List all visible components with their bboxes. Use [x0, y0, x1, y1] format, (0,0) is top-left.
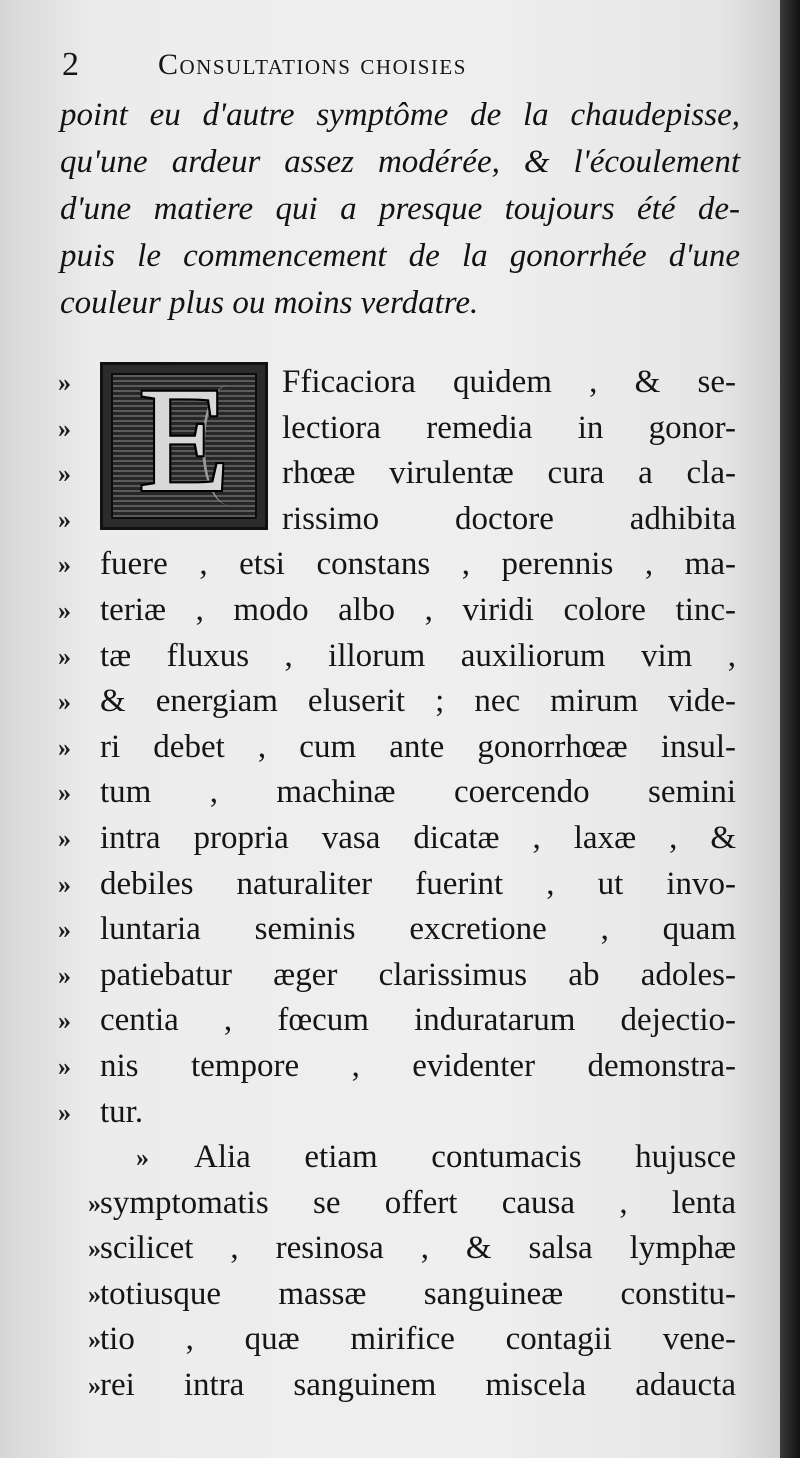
latin-line: rei intra sanguinem miscela adaucta [100, 1367, 736, 1404]
latin-line: & energiam eluserit ; nec mirum vide- [100, 683, 736, 720]
page-number: 2 [62, 46, 79, 83]
quote-mark: » [88, 1279, 101, 1309]
quote-mark: » [58, 368, 71, 397]
running-title: Consultations choisies [158, 48, 467, 81]
quote-mark: » [88, 1371, 101, 1401]
latin-line: debiles naturaliter fuerint , ut invo- [100, 865, 736, 902]
quote-mark: » [58, 1006, 71, 1036]
latin-line: tio , quæ mirifice contagii vene- [100, 1321, 736, 1358]
latin-line: lectiora remedia in gonor- [282, 409, 736, 446]
latin-line: Fficaciora quidem , & se- [282, 364, 736, 400]
latin-line: totiusque massæ sanguineæ constitu- [100, 1275, 736, 1312]
italic-line: puis le commencement de la gonorrhée d'une [60, 238, 740, 274]
italic-line: point eu d'autre symptôme de la chaudepisse, [60, 97, 740, 133]
quote-mark: » [58, 595, 71, 625]
italic-line: couleur plus ou moins verdatre. [60, 285, 479, 321]
latin-line: tum , machinæ coercendo semini [100, 774, 736, 811]
latin-line: nis tempore , evidenter demonstra- [100, 1047, 736, 1084]
quote-mark: » [88, 1234, 101, 1264]
latin-line: intra propria vasa dicatæ , laxæ , & [100, 819, 736, 856]
quote-mark: » [58, 1097, 71, 1127]
latin-line: tur. [100, 1093, 144, 1130]
latin-line: luntaria seminis excretione , quam [100, 911, 736, 948]
latin-line: ri debet , cum ante gonorrhœæ insul- [100, 728, 736, 765]
latin-line: rissimo doctore adhibita [282, 500, 736, 537]
latin-line: centia , fœcum induratarum dejectio- [100, 1002, 736, 1039]
latin-line: Alia etiam contumacis hujusce [194, 1139, 736, 1176]
quote-mark: » [58, 504, 71, 534]
quote-mark: » [58, 869, 71, 899]
quote-mark: » [58, 732, 71, 762]
italic-line: d'une matiere qui a presque toujours été de- [60, 191, 740, 227]
book-spine-shadow [780, 0, 800, 1458]
latin-line: teriæ , modo albo , viridi colore tinc- [100, 591, 736, 628]
quote-mark: » [58, 960, 71, 990]
quote-mark: » [58, 823, 71, 853]
latin-line: fuere , etsi constans , perennis , ma- [100, 546, 736, 583]
quote-mark: » [58, 550, 71, 580]
page-header [62, 44, 762, 92]
latin-line: rhœæ virulentæ cura a cla- [282, 455, 736, 492]
latin-line: tæ fluxus , illorum auxiliorum vim , [100, 637, 736, 674]
latin-paragraph [100, 357, 736, 1409]
latin-line: symptomatis se offert causa , lenta [100, 1184, 736, 1221]
latin-line: patiebatur æger clarissimus ab adoles- [100, 956, 736, 993]
quote-mark: » [58, 641, 71, 671]
quote-mark: » [58, 687, 71, 717]
french-italic-paragraph [60, 92, 740, 327]
italic-line: qu'une ardeur assez modérée, & l'écoulement [60, 144, 740, 180]
quote-mark: » [58, 778, 71, 808]
quote-mark: » [58, 1051, 71, 1081]
quote-mark: » [58, 413, 71, 443]
quote-mark: » [58, 915, 71, 945]
latin-line: scilicet , resinosa , & salsa lymphæ [100, 1230, 736, 1267]
quote-mark: » [88, 1325, 101, 1355]
quote-mark: » [88, 1188, 101, 1218]
quote-mark: » [58, 459, 71, 489]
initial-letter: E [138, 357, 230, 523]
quote-mark: » [136, 1143, 149, 1173]
